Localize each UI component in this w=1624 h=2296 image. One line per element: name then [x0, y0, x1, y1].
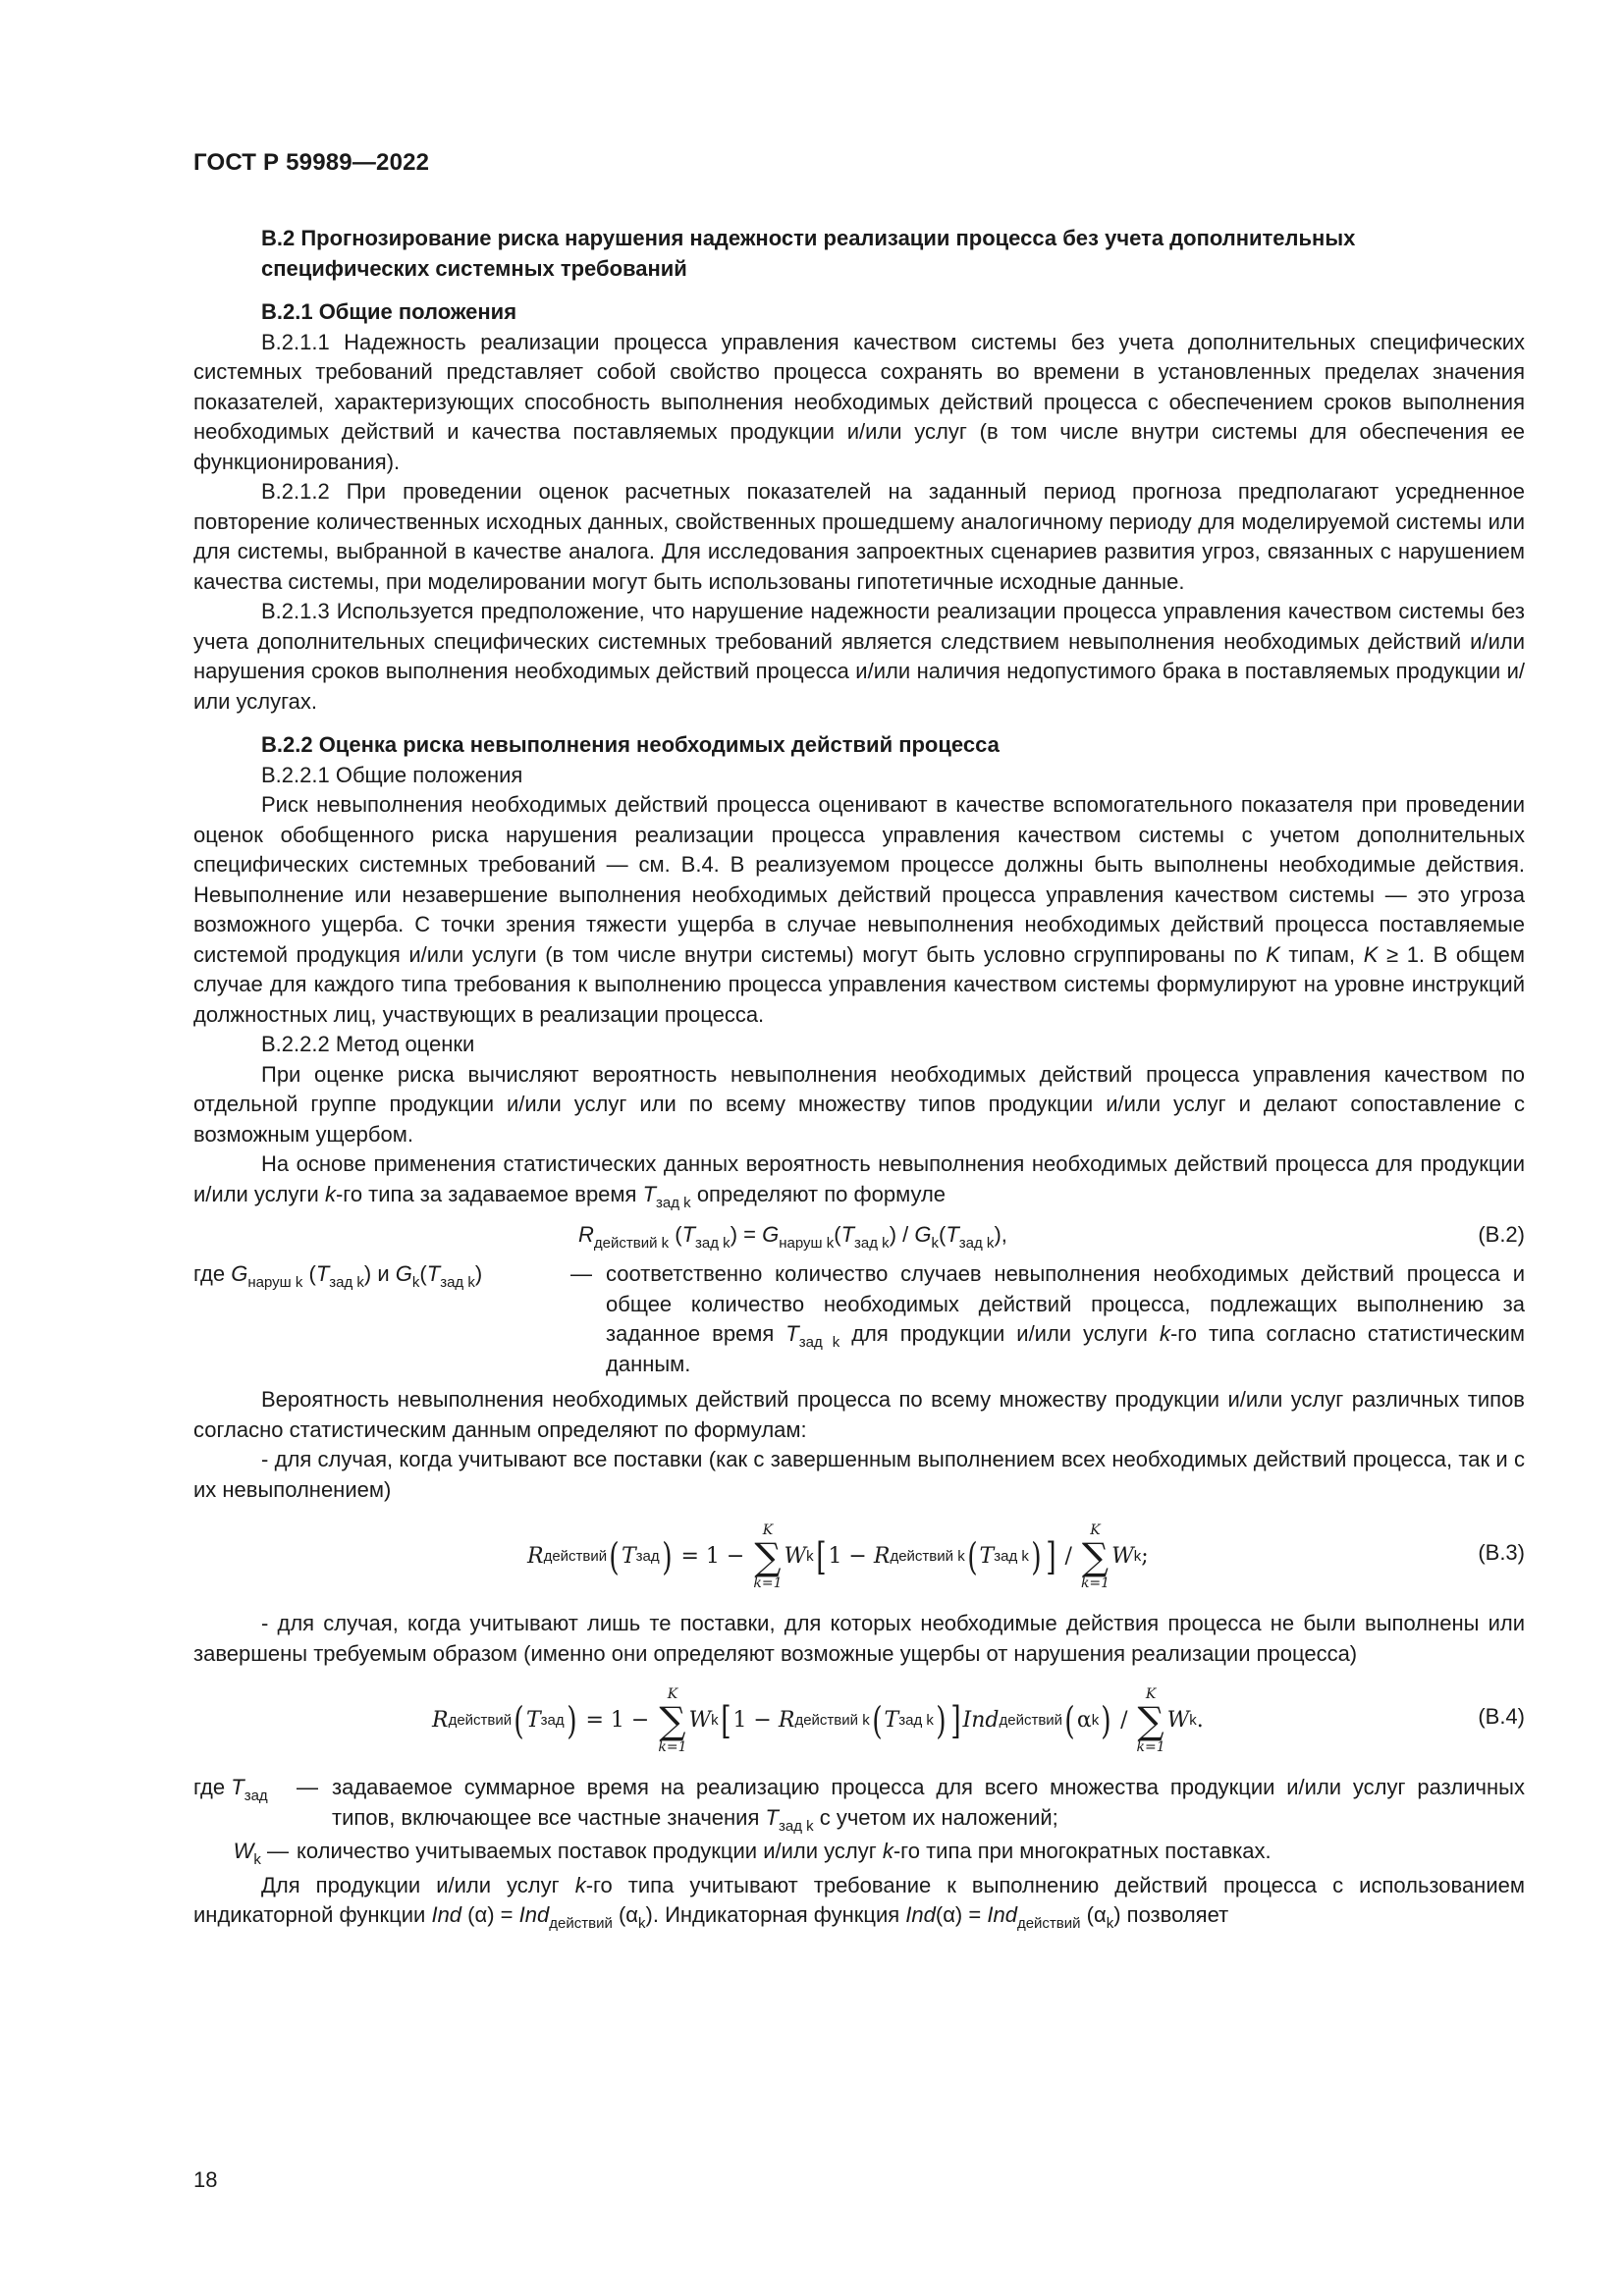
definition-t-zad: [193, 1773, 1525, 1833]
formula-b4: [193, 1673, 1525, 1769]
definition-w-k-label: $W_k$ —: [233, 1839, 289, 1868]
formula-b2: [193, 1214, 1525, 1255]
formula-b2-number: (В.2): [1478, 1222, 1525, 1247]
paragraph-probability: Вероятность невыполнения необходимых действий процесса по всему множеству продукции и/или услуг различных типов согласно статистическим данным определяют по формулам:: [193, 1387, 1525, 1442]
paragraph-b222-1: При оценке риска вычисляют вероятность невыполнения необходимых действий процесса управления качеством по отдельной группе продукции и/или услуг или по всему множеству типов продукции и/или услуг и делают сопоставление с возможным ущербом.: [193, 1061, 1525, 1147]
paragraph-b213: В.2.1.3 Используется предположение, что нарушение надежности реализации процесса управления качеством системы без учета дополнительных специфических системных требований является следствием невыполнения необходимых действий и/или нарушения сроков выполнения необходимых действий процесса и/или наличия недопустимого брака в поставляемых продукции и/или услугах.: [193, 599, 1525, 714]
sum-symbol: K ∑ k=1: [1080, 1522, 1110, 1591]
paragraph-b212: В.2.1.2 При проведении оценок расчетных показателей на заданный период прогноза предполагают усредненное повторение количественных исходных данных, свойственных прошедшему аналогичному периоду для моделируемой системы или для системы, выбранной в качестве аналога. Для исследования запроектных сценариев развития угроз, связанных с нарушением качества системы, при моделировании могут быть использованы гипотетичные исходные данные.: [193, 479, 1525, 594]
formula-b4-expression: R действий ( T зад ) = 1 − K ∑ k=1 W k [ 1 − R действий k ( T зад k ) ] Ind действий ( α k ) / K ∑ k=1 W k .: [432, 1686, 1204, 1755]
paragraph-b211: В.2.1.1 Надежность реализации процесса управления качеством системы без учета дополнительных специфических системных требований представляет собой свойство процесса сохранять во времени в установленных пределах значения показателей, характеризующих способность выполнения необходимых действий процесса с обеспечением сроков выполнения необходимых действий и качества поставляемых продукции и/или услуг (в том числе внутри системы для обеспечения ее функционирования).: [193, 329, 1525, 474]
formula-b3-number: (В.3): [1478, 1540, 1525, 1565]
definition-t-zad-text: задаваемое суммарное время на реализацию процесса для всего множества продукции и/или услуг различных типов, включающее все частные значения $T_{зад k}$ с учетом их наложений;: [332, 1775, 1525, 1835]
paragraph-case1: - для случая, когда учитывают все поставки (как с завершенным выполнением всех необходимых действий процесса, так и с их невыполнением): [193, 1447, 1525, 1502]
paragraph-b221: Риск невыполнения необходимых действий процесса оценивают в качестве вспомогательного показателя при проведении оценок обобщенного риска нарушения реализации процесса управления качеством системы с учетом дополнительных специфических системных требований — см. В.4. В реализуемом процессе должны быть выполнены необходимые действия. Невыполнение или незавершение выполнения необходимых действий процесса управления качеством системы — это угроза возможного ущерба. С точки зрения тяжести ущерба в случае невыполнения необходимых действий процесса поставляемые системой продукция и/или услуги (в том числе внутри системы) могут быть условно сгруппированы по K типам, K ≥ 1. В общем случае для каждого типа требования к выполнению процесса управления качеством системы формулируют на уровне инструкций должностных лиц, участвующих в реализации процесса.: [193, 792, 1525, 1027]
definition-w-k-text: количество учитываемых поставок продукции и/или услуг k-го типа при многократных поставках.: [297, 1839, 1272, 1863]
where-b2-text: соответственно количество случаев невыполнения необходимых действий процесса и общее количество необходимых действий процесса, подлежащих выполнению за заданное время $T_{зад k}$ для продукции и/или услуги k-го типа согласно статистическим данным.: [606, 1261, 1525, 1376]
section-b2-title: В.2 Прогнозирование риска нарушения надежности реализации процесса без учета дополнительных специфических системных требований: [261, 226, 1356, 281]
formula-b2-expression: $R_{действий k}$ $(T_{зад k}) = G_{наруш k}(T_{зад k}) / G_k(T_{зад k})$,: [578, 1222, 1007, 1252]
where-b2-dash: —: [570, 1261, 592, 1286]
paragraph-b222-2: На основе применения статистических данных вероятность невыполнения необходимых действий процесса для продукции и/или услуги k-го типа за задаваемое время $T_{зад k}$ определяют по формуле: [193, 1151, 1525, 1211]
document-header: ГОСТ Р 59989—2022: [193, 149, 430, 176]
sum-symbol: K ∑ k=1: [1136, 1686, 1165, 1755]
definition-t-zad-label: где $T_{зад}$: [193, 1775, 268, 1804]
definition-t-zad-dash: —: [297, 1775, 318, 1799]
formula-b4-number: (В.4): [1478, 1704, 1525, 1729]
where-block-b2: [193, 1259, 1525, 1379]
page-number: 18: [193, 2167, 218, 2192]
definition-w-k: [193, 1837, 1525, 1867]
sum-symbol: K ∑ k=1: [753, 1522, 783, 1591]
document-body: [193, 224, 1525, 1931]
section-b22-title: В.2.2 Оценка риска невыполнения необходимых действий процесса: [261, 732, 1000, 757]
paragraph-case2: - для случая, когда учитывают лишь те поставки, для которых необходимые действия процесса не были выполнены или завершены требуемым образом (именно они определяют возможные ущербы от нарушения реализации процесса): [193, 1611, 1525, 1666]
sum-symbol: K ∑ k=1: [658, 1686, 687, 1755]
formula-b3: [193, 1509, 1525, 1605]
section-b221-title: В.2.2.1 Общие положения: [261, 762, 523, 787]
paragraph-indicator: Для продукции и/или услуг k-го типа учитывают требование к выполнению действий процесса с использованием индикаторной функции Ind (α) = Ind$_{действий}$ $(\alpha_k)$. Индикаторная функция Ind(α) = Ind$_{действий}$ $(\alpha_k)$ позволяет: [193, 1872, 1525, 1932]
where-b2-label: где $G_{наруш k}$ $(T_{зад k})$ и $G_k(T_{зад k})$: [193, 1261, 483, 1291]
section-b222-title: В.2.2.2 Метод оценки: [261, 1032, 475, 1056]
formula-b3-expression: R действий ( T зад ) = 1 − K ∑ k=1 W k [ 1 − R действий k ( T зад k ) ] / K ∑ k=1 W k ;: [527, 1522, 1149, 1591]
section-b21-title: В.2.1 Общие положения: [261, 299, 517, 324]
